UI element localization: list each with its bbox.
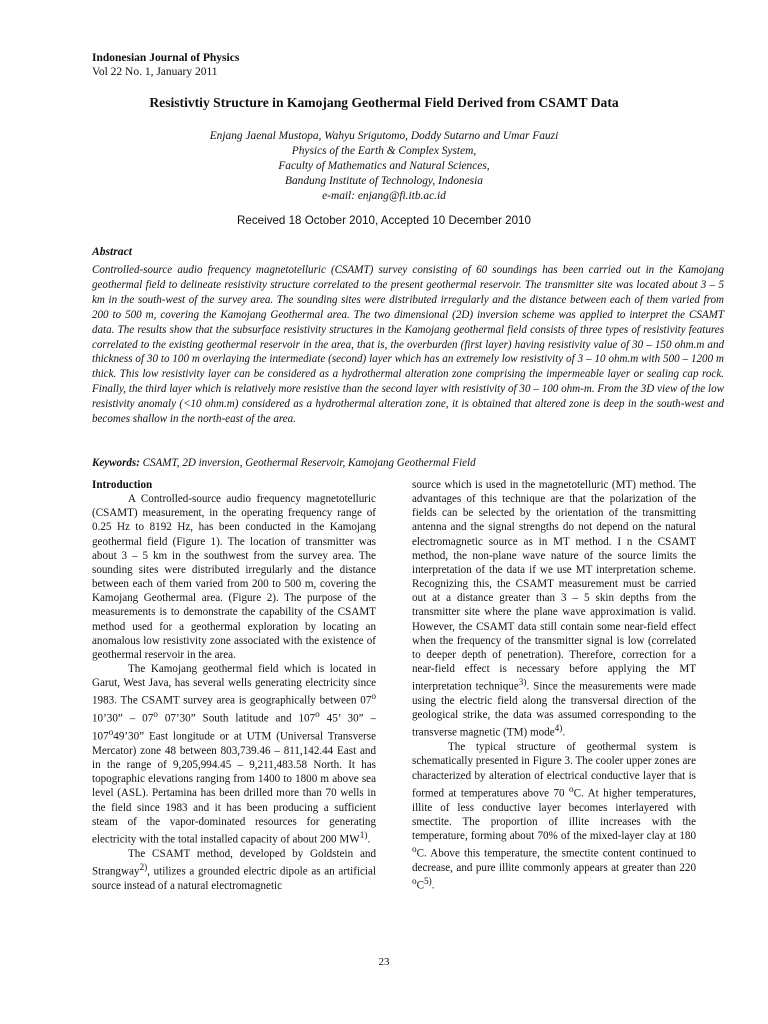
- received-dates: Received 18 October 2010, Accepted 10 December 2010: [237, 214, 531, 227]
- author-block: [120, 129, 648, 204]
- author-email: e-mail: enjang@fi.itb.ac.id: [322, 190, 446, 202]
- affiliation-line: Faculty of Mathematics and Natural Sciences,: [278, 160, 490, 172]
- author-names: Enjang Jaenal Mustopa, Wahyu Srigutomo, Doddy Sutarno and Umar Fauzi: [209, 130, 559, 142]
- affiliation-line: Physics of the Earth & Complex System,: [291, 145, 477, 157]
- right-paragraph-1: source which is used in the magnetotelluric (MT) method. The advantages of this technique are that the polarization of the fields can be selected by the orientation of the transmitting antenna and the signal strengths do not depend on the natural electromagnetic source as in MT method. I n the CSAMT method, the non-plane wave nature of the source limits the interpretation of the data if we use MT interpretation scheme. Recognizing this, the CSAMT measurement must be carried out at a distance greater than 3 – 5 skin depths from the transmitter site where the plane wave approximation is valid. However, the CSAMT data still contain some near-field effect when the frequency of the transmitter signal is low (correlated to deeper depth of penetration). Therefore, correction for a near-field effect is necessary before applying the MT interpretation technique$^{3)}$. Since the measurements were made using the electric field along the transversal direction of the geological strike, the data was assumed corresponding to the transverse magnetic (TM) mode$^{4)}$.: [412, 479, 696, 740]
- intro-paragraph-3: The CSAMT method, developed by Goldstein and Strangway$^{2)}$, utilizes a grounded electric dipole as an artificial source instead of a natural electromagnetic: [92, 847, 376, 892]
- section-heading-introduction: Introduction: [92, 479, 153, 491]
- right-column: [412, 478, 696, 893]
- abstract-text: Controlled-source audio frequency magnetotelluric (CSAMT) survey consisting of 60 soundings has been carried out in the Kamojang geothermal field to delineate resistivity structure correlated to the present geothermal reservoir. The transmitter site was located about 3 – 5 km in the south-west of the survey area. The sounding sites were distributed irregularly and the distance between each of them varied from 200 to 500 m, covering the Kamojang Geothermal area. The two dimensional (2D) inversion scheme was applied to interpret the CSAMT data. The results show that the subsurface resistivity structures in the Kamojang geothermal field consists of three types of resistivity features correlated to the existing geothermal reservoir in the area, that is, the overburden (first layer) having resistivity value of 30 – 150 ohm.m and thickness of 30 to 100 m overlaying the intermediate (second) layer which has an extremely low resistivity of 3 – 10 ohm.m with 500 – 1200 m thick. This low resistivity layer can be considered as a hydrothermal alteration zone comprising the impermeable layer or sealing cap rock. Finally, the third layer which is relatively more resistive than the second layer with resistivity of 30 – 100 ohm-m. From the 3D view of the low resistivity anomaly (<10 ohm.m) considered as a hydrothermal alteration zone, it is obtained that altered zone is deep in the south-west and becomes shallow in the north-east of the area.: [92, 264, 724, 426]
- journal-header: [92, 51, 239, 79]
- intro-paragraph-2: The Kamojang geothermal field which is located in Garut, West Java, has several wells generating electricity since 1983. The CSAMT survey area is geographically between 07$^o$ 10’30” – 07$^o$ 07’30” South latitude and 107$^o$ 45’ 30” – 107$^o$49’30” East longitude or at UTM (Universal Transverse Mercator) zone 48 between 803,739.46 – 811,142.44 East and in the range of 9,205,994.45 – 9,211,483.58 North. It has topographic elevations ranging from 1400 to 1800 m above sea level (ASL). Pertamina has been drilled more than 70 wells in the field since 1983 and it has been producing a sufficient steam of the vapor-dominated resources for generating electricity with the total installed capacity of about 200 MW$^{1)}$.: [92, 663, 377, 846]
- keywords-line: [92, 457, 724, 469]
- journal-name: Indonesian Journal of Physics: [92, 52, 240, 64]
- journal-volume: Vol 22 No. 1, January 2011: [92, 66, 218, 78]
- intro-paragraph-1: A Controlled-source audio frequency magnetotelluric (CSAMT) measurement, in the operating frequency range of 0.25 Hz to 8192 Hz, has been conducted in the Kamojang geothermal field (Figure 1). The location of transmitter was about 3 – 5 km in the southwest from the survey area. The sounding sites were distributed irregularly and the distance between each of them varied from 200 to 500 m, covering the Kamojang Geothermal area. (Figure 2). The purpose of the measurements is to demonstrate the capability of the CSAMT method used for a geothermal exploration by locating an anomalous low resistivity zone associated with the existence of geothermal reservoir in the area.: [92, 493, 376, 661]
- affiliation-line: Bandung Institute of Technology, Indonesia: [285, 175, 483, 187]
- page-number: 23: [378, 956, 390, 968]
- left-column: [92, 478, 376, 893]
- right-paragraph-2: The typical structure of geothermal system is schematically presented in Figure 3. The cooler upper zones are characterized by alteration of electrical conductive layer that is formed at temperatures above 70 $^o$C. At higher temperatures, illite of less conductive layer becomes interlayered with smectite. The proportion of illite increases with the temperature, forming about 70% of the mixed-layer clay at 180 $^o$C. Above this temperature, the smectite content continued to decrease, and pure illite commonly appears at greater than 220 $^oC^{5)}$.: [412, 741, 697, 892]
- keywords-text: CSAMT, 2D inversion, Geothermal Reservoir, Kamojang Geothermal Field: [139, 457, 476, 469]
- abstract-heading: Abstract: [92, 245, 132, 258]
- keywords-label: Keywords:: [92, 457, 140, 469]
- paper-title: Resistivtiy Structure in Kamojang Geothermal Field Derived from CSAMT Data: [149, 95, 619, 110]
